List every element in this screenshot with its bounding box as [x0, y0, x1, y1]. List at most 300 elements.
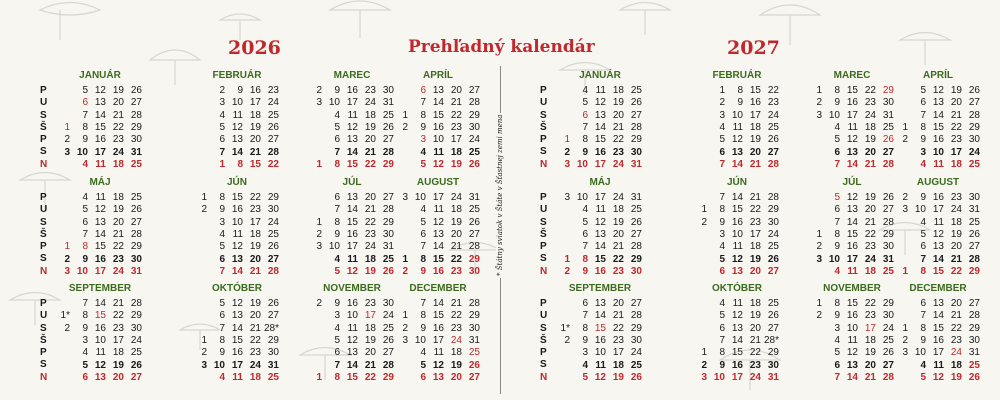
day-cell: 20	[112, 97, 124, 109]
day-cell: 27	[130, 216, 142, 228]
day-cell: 24	[864, 109, 876, 121]
day-cell: 2	[564, 265, 570, 277]
month-name: JÚL	[842, 177, 862, 188]
day-cell: 21	[749, 158, 761, 170]
weekday-label: P	[40, 134, 47, 146]
day-cell: 31	[630, 192, 642, 203]
day-cell: 30	[882, 241, 894, 253]
day-cell: 26	[882, 192, 894, 203]
day-cell: 9	[420, 322, 426, 334]
day-cell: 24	[749, 371, 761, 383]
day-cell: 25	[882, 121, 894, 133]
day-cell: 21	[249, 146, 261, 158]
day-cell: 23	[950, 134, 962, 146]
day-cell: 28*	[263, 322, 279, 334]
day-cell: 29	[468, 253, 480, 265]
day-cell: 11	[95, 158, 106, 170]
day-cell: 6	[719, 265, 725, 277]
day-cell: 23	[749, 216, 761, 228]
day-cell: 13	[432, 228, 444, 240]
day-cell: 23	[864, 241, 876, 253]
day-cell: 16	[249, 85, 261, 96]
day-cell: 21	[864, 216, 876, 228]
day-cell: 22	[112, 121, 124, 133]
weekday-label: P	[540, 85, 547, 96]
day-cell: 11	[933, 359, 944, 371]
day-cell: 20	[950, 241, 962, 253]
day-cell: 30	[468, 121, 480, 133]
day-cell: 27	[468, 85, 480, 96]
day-cell: 24	[249, 359, 261, 371]
day-cell: 28	[130, 298, 142, 309]
day-cell: 24	[364, 241, 376, 253]
day-cell: 12	[94, 85, 106, 96]
day-cell: 3	[82, 334, 88, 346]
day-cell: 5	[219, 121, 225, 133]
day-cell: 11	[433, 347, 444, 359]
day-cell: 2	[402, 121, 408, 133]
day-cell: 5	[582, 371, 588, 383]
day-cell: 1	[402, 109, 408, 121]
day-cell: 11	[595, 85, 606, 96]
day-cell: 15	[346, 158, 358, 170]
day-cell: 20	[364, 134, 376, 146]
day-cell: 1	[816, 228, 822, 240]
day-cell: 5	[420, 158, 426, 170]
day-cell: 10	[346, 310, 358, 322]
day-cell: 12	[731, 310, 743, 322]
day-cell: 24	[630, 347, 642, 359]
day-cell: 7	[719, 334, 725, 346]
month-name: OKTÓBER	[212, 283, 262, 294]
day-cell: 9	[420, 265, 426, 277]
weekday-labels	[40, 298, 47, 384]
day-cell: 7	[420, 298, 426, 309]
weekday-label: P	[540, 134, 547, 146]
day-cell: 1	[64, 121, 70, 133]
day-cell: 1	[316, 158, 322, 170]
day-cell: 11	[347, 253, 358, 265]
day-cell: 27	[882, 359, 894, 371]
day-cell: 9	[334, 298, 340, 309]
day-cell: 3	[219, 97, 225, 109]
day-cell: 5	[719, 310, 725, 322]
day-cell: 6	[582, 228, 588, 240]
day-cell: 19	[364, 334, 376, 346]
day-cell: 20	[612, 228, 624, 240]
day-cell: 31	[882, 253, 894, 265]
day-cell: 4	[420, 347, 426, 359]
day-cell: 2	[816, 97, 822, 109]
day-cell: 15	[731, 204, 743, 216]
day-cell: 7	[834, 216, 840, 228]
day-cell: 29	[882, 85, 894, 96]
month-name: JANUÁR	[79, 70, 121, 81]
day-cell: 31	[267, 359, 279, 371]
day-cell: 28	[630, 121, 642, 133]
day-cell: 20	[249, 310, 261, 322]
day-cell: 19	[450, 216, 462, 228]
day-cell: 18	[450, 146, 462, 158]
weekday-label: P	[40, 85, 47, 96]
day-cell: 11	[232, 371, 243, 383]
day-cell: 30	[882, 310, 894, 322]
day-cell: 29	[130, 310, 142, 322]
day-cell: 7	[582, 310, 588, 322]
day-cell: 20	[364, 347, 376, 359]
day-cell: 25	[267, 109, 279, 121]
day-cell: 4	[334, 322, 340, 334]
day-cell: 9	[834, 97, 840, 109]
month-name: FEBRUÁR	[712, 70, 762, 81]
day-cell: 3	[582, 347, 588, 359]
day-cell: 26	[130, 204, 142, 216]
day-cell: 28	[130, 109, 142, 121]
day-cell: 23	[450, 121, 462, 133]
day-cell: 30	[882, 97, 894, 109]
day-cell: 9	[420, 121, 426, 133]
day-cell: 17	[864, 322, 876, 334]
day-cell: 4	[582, 85, 588, 96]
day-cell: 28	[382, 359, 394, 371]
day-cell: 5	[82, 204, 88, 216]
day-cell: 13	[346, 134, 358, 146]
day-cell: 3	[219, 216, 225, 228]
weekday-label: P	[40, 298, 47, 309]
day-cell: 6	[719, 146, 725, 158]
day-cell: 12	[846, 347, 858, 359]
day-cell: 9	[582, 334, 588, 346]
day-cell: 10	[76, 265, 88, 277]
day-cell: 5	[582, 97, 588, 109]
weekday-label: N	[40, 265, 48, 277]
day-cell: 17	[749, 228, 761, 240]
day-cell: 2	[316, 85, 322, 96]
day-cell: 19	[950, 371, 962, 383]
day-cell: 27	[267, 134, 279, 146]
day-cell: 29	[968, 322, 980, 334]
weekday-label: S	[40, 109, 47, 121]
day-cell: 16	[94, 134, 106, 146]
day-cell: 29	[882, 298, 894, 309]
day-cell: 29	[267, 192, 279, 203]
day-cell: 25	[767, 121, 779, 133]
day-cell: 16	[346, 228, 358, 240]
day-cell: 26	[630, 97, 642, 109]
day-cell: 12	[231, 298, 243, 309]
month-name: SEPTEMBER	[68, 283, 132, 294]
day-cell: 10	[828, 109, 840, 121]
day-cell: 20	[450, 371, 462, 383]
day-cell: 23	[864, 310, 876, 322]
day-cell: 25	[882, 265, 894, 277]
day-cell: 15	[346, 216, 358, 228]
day-cell: 14	[94, 298, 106, 309]
day-cell: 14	[432, 298, 444, 309]
day-cell: 8	[920, 322, 926, 334]
day-cell: 25	[468, 204, 480, 216]
day-cell: 15	[346, 371, 358, 383]
day-cell: 25	[630, 85, 642, 96]
day-cell: 18	[864, 265, 876, 277]
day-cell: 13	[231, 253, 243, 265]
day-cell: 12	[932, 228, 944, 240]
day-cell: 12	[346, 265, 358, 277]
day-cell: 4	[219, 109, 225, 121]
day-cell: 6	[420, 85, 426, 96]
day-cell: 18	[749, 298, 761, 309]
day-cell: 28	[468, 298, 480, 309]
day-cell: 23	[864, 97, 876, 109]
day-cell: 14	[846, 216, 858, 228]
day-cell: 5	[219, 298, 225, 309]
day-cell: 20	[864, 359, 876, 371]
day-cell: 8	[420, 310, 426, 322]
day-cell: 28	[968, 109, 980, 121]
day-cell: 29	[767, 204, 779, 216]
day-cell: 14	[94, 109, 106, 121]
day-cell: 13	[731, 265, 743, 277]
day-cell: 3	[316, 241, 322, 253]
day-cell: 3	[816, 253, 822, 265]
month-name: NOVEMBER	[823, 283, 881, 294]
day-cell: 12	[94, 204, 106, 216]
day-cell: 8	[737, 85, 743, 96]
day-cell: 8	[82, 121, 88, 133]
day-cell: 13	[432, 371, 444, 383]
day-cell: 25	[968, 359, 980, 371]
weekday-label: S	[40, 253, 47, 265]
day-cell: 13	[594, 228, 606, 240]
day-cell: 14	[731, 334, 743, 346]
day-cell: 12	[346, 334, 358, 346]
day-cell: 21	[612, 310, 624, 322]
day-cell: 12	[846, 134, 858, 146]
day-cell: 1	[564, 253, 570, 265]
day-cell: 9	[719, 216, 725, 228]
day-cell: 4	[719, 121, 725, 133]
day-cell: 18	[864, 334, 876, 346]
day-cell: 12	[594, 97, 606, 109]
day-cell: 17	[612, 347, 624, 359]
day-cell: 26	[968, 228, 980, 240]
day-cell: 4	[420, 204, 426, 216]
day-cell: 6	[219, 134, 225, 146]
day-cell: 8	[834, 85, 840, 96]
day-cell: 30	[130, 322, 142, 334]
day-cell: 26	[630, 216, 642, 228]
day-cell: 3	[902, 204, 908, 216]
day-cell: 24	[450, 334, 462, 346]
day-cell: 16	[94, 253, 106, 265]
day-cell: 29	[968, 121, 980, 133]
day-cell: 11	[433, 146, 444, 158]
day-cell: 1	[816, 85, 822, 96]
day-cell: 19	[364, 265, 376, 277]
day-cell: 20	[864, 204, 876, 216]
day-cell: 5	[334, 121, 340, 133]
day-cell: 25	[968, 158, 980, 170]
day-cell: 12	[594, 371, 606, 383]
day-cell: 21	[450, 241, 462, 253]
day-cell: 8	[582, 322, 588, 334]
day-cell: 10	[328, 97, 340, 109]
day-cell: 20	[612, 109, 624, 121]
day-cell: 28	[882, 158, 894, 170]
day-cell: 14	[594, 241, 606, 253]
day-cell: 17	[432, 334, 444, 346]
day-cell: 24	[112, 265, 124, 277]
day-cell: 13	[594, 298, 606, 309]
day-cell: 2	[564, 146, 570, 158]
day-cell: 7	[834, 371, 840, 383]
day-cell: 6	[834, 204, 840, 216]
day-cell: 8	[420, 253, 426, 265]
day-cell: 1	[402, 310, 408, 322]
day-cell: 10	[914, 204, 926, 216]
day-cell: 27	[130, 97, 142, 109]
month-name: MÁJ	[89, 177, 111, 188]
day-cell: 29	[382, 371, 394, 383]
day-cell: 25	[267, 371, 279, 383]
day-cell: 19	[950, 228, 962, 240]
day-cell: 8	[834, 298, 840, 309]
month-name: JÚN	[726, 177, 747, 188]
day-cell: 30	[968, 134, 980, 146]
day-cell: 11	[347, 109, 358, 121]
day-cell: 21	[112, 228, 124, 240]
day-cell: 25	[130, 192, 142, 203]
day-cell: 4	[920, 216, 926, 228]
day-cell: 19	[864, 347, 876, 359]
day-cell: 30	[630, 146, 642, 158]
day-cell: 3	[334, 310, 340, 322]
day-cell: 27	[382, 134, 394, 146]
day-cell: 18	[612, 359, 624, 371]
day-cell: 31	[968, 347, 980, 359]
day-cell: 15	[932, 322, 944, 334]
day-cell: 5	[420, 359, 426, 371]
day-cell: 28	[130, 228, 142, 240]
day-cell: 14	[932, 253, 944, 265]
day-cell: 22	[450, 310, 462, 322]
day-cell: 10	[213, 359, 225, 371]
day-cell: 13	[731, 146, 743, 158]
day-cell: 13	[932, 298, 944, 309]
day-cell: 17	[249, 97, 261, 109]
day-cell: 28	[968, 310, 980, 322]
day-cell: 7	[334, 204, 340, 216]
day-cell: 4	[82, 347, 88, 359]
day-cell: 12	[432, 359, 444, 371]
day-cell: 1	[201, 334, 207, 346]
month-name: OKTÓBER	[712, 283, 762, 294]
day-cell: 21	[864, 371, 876, 383]
day-cell: 9	[719, 359, 725, 371]
day-cell: 17	[94, 265, 106, 277]
day-cell: 2	[816, 241, 822, 253]
day-cell: 26	[468, 359, 480, 371]
weekday-label: P	[40, 347, 47, 359]
day-cell: 15	[846, 228, 858, 240]
day-cell: 22	[364, 371, 376, 383]
weekday-label: S	[540, 359, 547, 371]
day-cell: 1	[719, 85, 725, 96]
day-cell: 23	[450, 265, 462, 277]
day-cell: 1	[902, 322, 908, 334]
day-cell: 22	[612, 134, 624, 146]
day-cell: 4	[834, 121, 840, 133]
day-cell: 20	[450, 228, 462, 240]
day-cell: 10	[576, 158, 588, 170]
day-cell: 27	[267, 253, 279, 265]
weekday-label: N	[40, 371, 48, 383]
day-cell: 12	[94, 359, 106, 371]
month-name: DECEMBER	[409, 283, 467, 294]
day-cell: 28	[468, 97, 480, 109]
day-cell: 19	[450, 359, 462, 371]
day-cell: 14	[932, 310, 944, 322]
day-cell: 27	[882, 146, 894, 158]
month-name: DECEMBER	[909, 283, 967, 294]
day-cell: 23	[950, 192, 962, 203]
day-cell: 15	[846, 85, 858, 96]
day-cell: 9	[82, 253, 88, 265]
day-cell: 10	[94, 334, 106, 346]
day-cell: 6	[219, 253, 225, 265]
day-cell: 14	[846, 371, 858, 383]
day-cell: 15	[432, 109, 444, 121]
day-cell: 20	[249, 253, 261, 265]
day-cell: 27	[968, 298, 980, 309]
day-cell: 16	[231, 204, 243, 216]
day-cell: 12	[432, 158, 444, 170]
weekday-label: Š	[540, 228, 547, 240]
day-cell: 20	[950, 298, 962, 309]
day-cell: 17	[231, 359, 243, 371]
day-cell: 16	[594, 334, 606, 346]
day-cell: 3	[719, 109, 725, 121]
day-cell: 23	[767, 97, 779, 109]
day-cell: 11	[232, 228, 243, 240]
day-cell: 5	[334, 265, 340, 277]
weekday-label: U	[540, 204, 548, 216]
day-cell: 24	[950, 347, 962, 359]
day-cell: 5	[920, 371, 926, 383]
day-cell: 2	[64, 253, 70, 265]
day-cell: 24	[130, 334, 142, 346]
day-cell: 19	[749, 310, 761, 322]
day-cell: 16	[731, 216, 743, 228]
weekday-label: S	[540, 253, 547, 265]
weekday-label: N	[540, 158, 548, 170]
day-cell: 15	[231, 334, 243, 346]
day-cell: 9	[334, 85, 340, 96]
day-cell: 25	[468, 347, 480, 359]
day-cell: 7	[82, 109, 88, 121]
day-cell: 9	[82, 134, 88, 146]
day-cell: 28	[630, 310, 642, 322]
day-cell: 8	[82, 310, 88, 322]
day-cell: 3	[564, 158, 570, 170]
day-cell: 10	[76, 146, 88, 158]
day-cell: 5	[82, 359, 88, 371]
day-cell: 29	[968, 265, 980, 277]
day-cell: 17	[594, 158, 606, 170]
day-cell: 18	[249, 109, 261, 121]
day-cell: 8	[719, 204, 725, 216]
day-cell: 18	[749, 241, 761, 253]
